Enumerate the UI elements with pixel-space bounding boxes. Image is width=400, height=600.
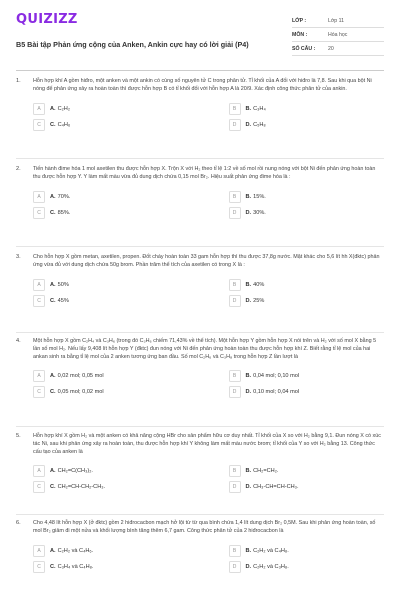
option-c[interactable] — [33, 296, 189, 306]
option-letter: A — [33, 465, 45, 477]
option-text: 0,05 mol; 0,02 mol — [57, 389, 104, 396]
option-text: 50% — [57, 281, 69, 288]
option-text: 45% — [57, 297, 69, 304]
option-label: C. — [50, 484, 56, 491]
question-5 — [16, 433, 384, 492]
option-letter: C — [33, 207, 45, 219]
quizizz-logo: QUIZIZZ — [16, 12, 78, 27]
option-text: 25% — [253, 297, 265, 304]
option-text: C₄H₆ — [57, 121, 71, 128]
option-a[interactable] — [33, 466, 189, 476]
question-text: Một hỗn hợp X gồm C₂H₄ và C₃H₆ (trong đó C₃H₆ chiếm 71,43% về thể tích). Một hỗn hợp Y gồm hỗn hợp X nói trên và H₂ với số mol X bằng 5 lần số mol H₂. Nếu lấy 9,408 lít hỗn hợp Y (đktc) đun nóng với Ni đến phản ứng hoàn toàn thu được hỗn hợp khí Z. Biết rằng tỉ lệ mol của hai ankan sinh ra bằng tỉ lệ mol của 2 anken tương ứng ban đầu. Số mol C₂H₆ và C₃H₈ trong hỗn hợp Z lần lượt là — [33, 338, 377, 360]
meta-table — [292, 14, 384, 56]
option-label: D. — [245, 484, 252, 491]
options — [33, 280, 384, 306]
question-text: Hỗn hợp khí A gồm hiđro, một anken và một ankin có cùng số nguyên tử C trong phân tử. Tỉ khối của A đối với hiđro là 7,8. Sau khi qua bột Ni nóng để phản ứng xảy ra hoàn toàn thì được hỗn hợp B có tỉ khối đối với hỗn hợp A là 20/9. Xác định công thức phân tử của ankin. — [33, 78, 372, 92]
option-text: C₃H₄ — [253, 105, 266, 112]
option-text: 85%. — [57, 209, 71, 216]
option-letter: D — [229, 295, 241, 307]
option-text: 70%. — [57, 193, 71, 200]
option-label: A. — [50, 105, 56, 112]
option-a[interactable] — [33, 104, 189, 114]
option-text: 15%. — [253, 193, 266, 200]
option-text: 0,02 mol; 0,05 mol — [57, 373, 104, 380]
option-letter: B — [229, 191, 241, 203]
question-number: 3. — [16, 254, 21, 260]
option-c[interactable] — [33, 208, 189, 218]
option-label: A. — [50, 468, 56, 475]
option-label: C. — [50, 389, 56, 396]
option-b[interactable] — [229, 192, 385, 202]
option-c[interactable] — [33, 120, 189, 130]
option-label: B. — [245, 373, 252, 380]
option-b[interactable] — [229, 280, 385, 290]
options — [33, 466, 384, 492]
option-letter: D — [229, 119, 241, 131]
option-label: B. — [245, 193, 252, 200]
option-letter: B — [229, 465, 241, 477]
option-label: C. — [50, 121, 56, 128]
option-d[interactable] — [229, 482, 385, 492]
question-text: Cho hỗn hợp X gồm metan, axetilen, propen. Đốt cháy hoàn toàn 33 gam hỗn hợp thì thu được 37,8g nước. Mặt khác cho 5,6 lít hh X(đktc) phản ứng vừa đủ với dung dịch chứa 50g brom. Phần trăm thể tích của axetilen có trong X là : — [33, 254, 380, 268]
option-letter: C — [33, 119, 45, 131]
option-letter: C — [33, 481, 45, 493]
option-letter: C — [33, 295, 45, 307]
option-text: CH₂=CH-CH₂-CH₃. — [57, 484, 106, 491]
option-letter: C — [33, 561, 45, 573]
option-b[interactable] — [229, 466, 385, 476]
options — [33, 192, 384, 218]
meta-value: 20 — [328, 45, 334, 52]
option-a[interactable] — [33, 546, 189, 556]
meta-value: Lớp 11 — [328, 17, 344, 24]
option-d[interactable] — [229, 562, 385, 572]
option-letter: C — [33, 386, 45, 398]
option-label: B. — [245, 281, 252, 288]
question-separator — [16, 426, 384, 427]
option-label: D. — [245, 297, 252, 304]
option-b[interactable] — [229, 371, 385, 381]
option-label: A. — [50, 547, 56, 554]
option-c[interactable] — [33, 387, 189, 397]
question-number: 2. — [16, 166, 21, 172]
question-text: Tiến hành đime hóa 1 mol axetilen thu được hỗn hợp X. Trộn X với H₂ theo tỉ lệ 1:2 về số mol rồi nung nóng với bột Ni đến phản ứng hoàn toàn thu được hỗn hợp Y. Y làm mất màu vừa đủ dung dịch chứa 0,15 mol Br₂. Hiệu suất phản ứng đime hóa là : — [33, 166, 376, 180]
question-separator — [16, 514, 384, 515]
question-2 — [16, 166, 384, 218]
question-number: 1. — [16, 78, 21, 84]
option-c[interactable] — [33, 562, 189, 572]
option-label: B. — [245, 547, 252, 554]
option-d[interactable] — [229, 296, 385, 306]
option-letter: A — [33, 103, 45, 115]
question-6 — [16, 520, 384, 572]
option-label: C. — [50, 563, 56, 570]
option-text: CH₃-CH=CH-CH₃. — [253, 484, 299, 491]
option-d[interactable] — [229, 387, 385, 397]
option-b[interactable] — [229, 104, 385, 114]
option-letter: B — [229, 370, 241, 382]
options — [33, 546, 384, 572]
option-b[interactable] — [229, 546, 385, 556]
option-text: C₂H₂ và C₃H₈. — [253, 563, 289, 570]
meta-row-class — [292, 14, 384, 28]
option-text: 0,04 mol; 0,10 mol — [253, 373, 300, 380]
option-label: A. — [50, 193, 56, 200]
meta-row-count — [292, 42, 384, 56]
question-text: Hỗn hợp khí X gồm H₂ và một anken có khả năng cộng HBr cho sản phẩm hữu cơ duy nhất. Tỉ khối của X so với H₂ bằng 9,1. Đun nóng X có xúc tác Ni, sau khi phản ứng xảy ra hoàn toàn, thu được hỗn hợp khí Y không làm mất màu nước brom; tỉ khối của Y so với H₂ bằng 13. Công thức cấu tạo của anken là — [33, 433, 381, 455]
option-letter: D — [229, 207, 241, 219]
option-label: B. — [245, 105, 252, 112]
meta-key: LỚP : — [292, 17, 307, 24]
option-text: C₂H₂ — [57, 105, 71, 112]
option-letter: A — [33, 370, 45, 382]
question-text: Cho 4,48 lít hỗn hợp X (ở đktc) gồm 2 hiđrocacbon mạch hở lội từ từ qua bình chứa 1,4 lít dung dịch Br₂ 0,5M. Sau khi phản ứng hoàn toàn, số mol Br₂ giảm đi một nửa và khối lượng bình tăng thêm 6,7 gam. Công thức phân tử của 2 hiđrocacbon là — [33, 520, 376, 534]
option-text: 0,10 mol; 0,04 mol — [253, 389, 300, 396]
options — [33, 104, 384, 130]
option-label: A. — [50, 281, 56, 288]
option-label: D. — [245, 389, 252, 396]
option-label: D. — [245, 209, 252, 216]
option-text: CH₂=CH₂. — [253, 468, 279, 475]
question-separator — [16, 246, 384, 247]
option-text: C₃H₄ và C₄H₈. — [57, 563, 94, 570]
option-letter: A — [33, 279, 45, 291]
question-number: 4. — [16, 338, 21, 344]
meta-row-subject — [292, 28, 384, 42]
option-c[interactable] — [33, 482, 189, 492]
option-label: D. — [245, 121, 252, 128]
meta-key: SỐ CÂU : — [292, 45, 316, 52]
option-letter: B — [229, 103, 241, 115]
question-1 — [16, 78, 384, 130]
question-3 — [16, 254, 384, 306]
option-text: CH₂=C(CH₃)₂. — [57, 468, 93, 475]
meta-value: Hóa học — [328, 31, 348, 38]
option-d[interactable] — [229, 208, 385, 218]
option-label: C. — [50, 297, 56, 304]
option-label: A. — [50, 373, 56, 380]
option-letter: D — [229, 481, 241, 493]
option-label: C. — [50, 209, 56, 216]
question-separator — [16, 332, 384, 333]
option-label: B. — [245, 468, 252, 475]
question-4 — [16, 338, 384, 397]
option-d[interactable] — [229, 120, 385, 130]
option-letter: A — [33, 191, 45, 203]
option-text: C₅H₈ — [253, 121, 266, 128]
header — [16, 12, 384, 62]
option-text: 30%. — [253, 209, 266, 216]
option-text: C₂H₂ và C₄H₈. — [253, 547, 289, 554]
option-label: D. — [245, 563, 252, 570]
question-number: 6. — [16, 520, 21, 526]
option-text: 40% — [253, 281, 265, 288]
option-a[interactable] — [33, 371, 189, 381]
meta-key: MÔN : — [292, 31, 308, 38]
question-separator — [16, 158, 384, 159]
option-a[interactable] — [33, 280, 189, 290]
page-title: B5 Bài tập Phản ứng cộng của Anken, Ankin cực hay có lời giải (P4) — [16, 40, 249, 49]
option-letter: A — [33, 545, 45, 557]
option-letter: B — [229, 279, 241, 291]
header-divider — [16, 70, 384, 71]
question-number: 5. — [16, 433, 21, 439]
option-letter: D — [229, 386, 241, 398]
option-a[interactable] — [33, 192, 189, 202]
option-letter: B — [229, 545, 241, 557]
options — [33, 371, 384, 397]
option-letter: D — [229, 561, 241, 573]
option-text: C₂H₂ và C₄H₆. — [57, 547, 94, 554]
